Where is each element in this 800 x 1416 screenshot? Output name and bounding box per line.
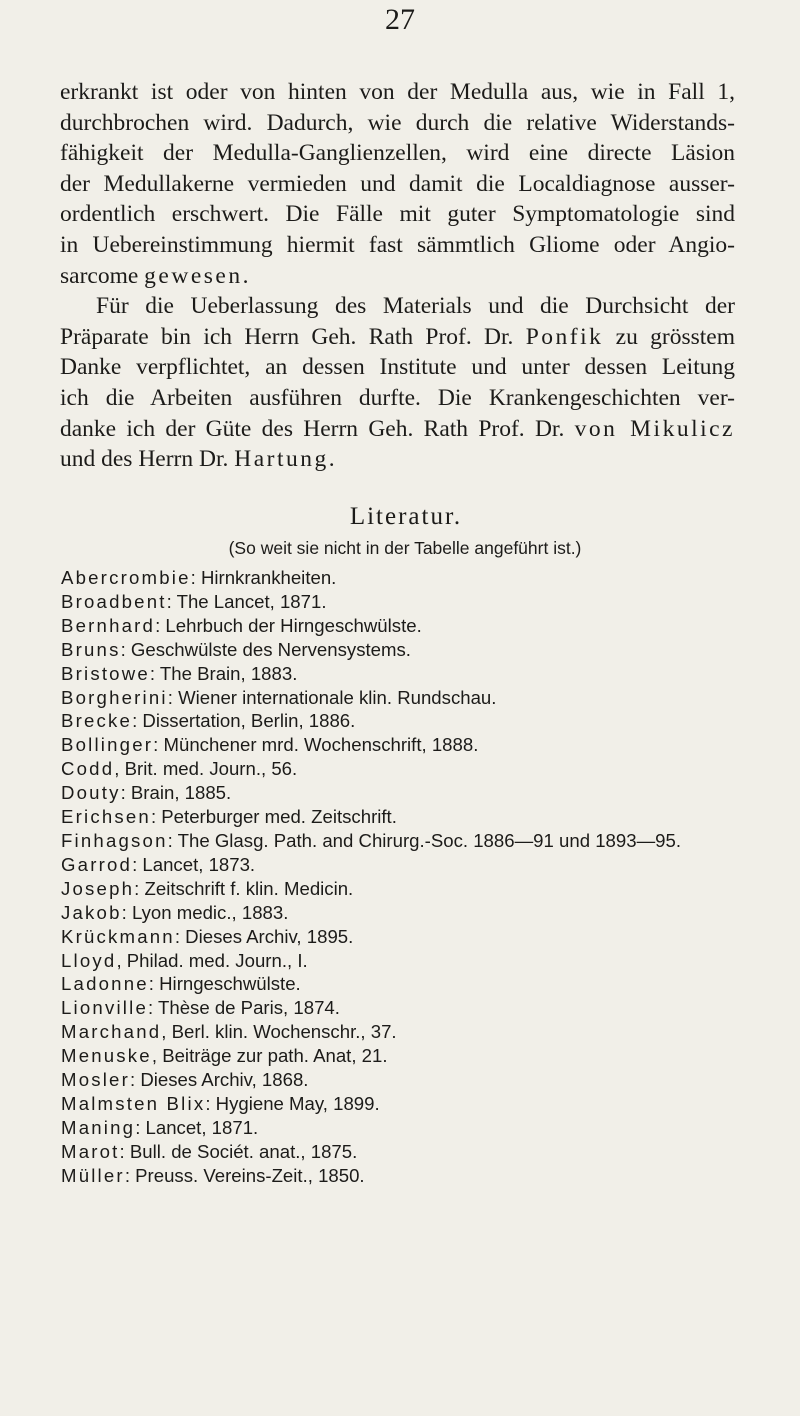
page-number: 27 (385, 3, 415, 36)
text-line (60, 444, 735, 475)
reference-item (61, 972, 781, 996)
reference-author: Maning (61, 1116, 136, 1138)
text-line (60, 138, 735, 169)
reference-item (61, 853, 781, 877)
reference-item (61, 1092, 781, 1116)
literature-subheading: (So weit sie nicht in der Tabelle angeführt ist.) (228, 538, 582, 558)
reference-item (61, 1068, 781, 1092)
reference-item (61, 901, 781, 925)
reference-source: : Hirngeschwülste. (148, 973, 301, 995)
reference-source: , Beiträge zur path. Anat, 21. (151, 1045, 388, 1067)
reference-item (61, 662, 781, 686)
reference-source: : Wiener internationale klin. Rundschau. (167, 686, 497, 708)
text-segment: durchbrochen wird. Dadurch, wie durch die relative Widerstands- (60, 109, 735, 136)
reference-author: Lloyd (61, 949, 117, 971)
reference-source: : The Brain, 1883. (149, 662, 298, 684)
reference-author: Bristowe (61, 662, 150, 684)
reference-source: : Lehrbuch der Hirngeschwülste. (155, 614, 422, 636)
reference-source: : Münchener mrd. Wochenschrift, 1888. (153, 734, 479, 756)
literature-heading: Literatur. (349, 503, 463, 530)
text-line (60, 169, 735, 200)
reference-source: : The Glasg. Path. and Chirurg.-Soc. 1886—91 und 1893—95. (167, 829, 682, 851)
spaced-name: Ponfik (525, 323, 604, 350)
text-segment: Für die Ueberlassung des Materials und die Durchsicht der (96, 293, 735, 320)
reference-author: Lionville (61, 997, 148, 1019)
reference-item (61, 757, 781, 781)
text-line (60, 230, 735, 261)
reference-author: Erichsen (61, 806, 151, 828)
reference-source: : Thèse de Paris, 1874. (148, 997, 340, 1019)
reference-item (61, 877, 781, 901)
reference-author: Menuske (61, 1045, 152, 1067)
reference-author: Broadbent (61, 590, 167, 612)
reference-item (61, 805, 781, 829)
reference-item (61, 590, 781, 614)
reference-author: Müller (61, 1164, 125, 1186)
reference-source: : Bull. de Sociét. anat., 1875. (119, 1140, 358, 1162)
reference-source: : Dieses Archiv, 1868. (130, 1069, 309, 1091)
reference-source: : Lancet, 1871. (135, 1116, 259, 1138)
reference-source: : The Lancet, 1871. (166, 590, 327, 612)
reference-item (61, 949, 781, 973)
text-line (60, 199, 735, 230)
text-segment: fähigkeit der Medulla-Ganglienzellen, wird eine directe Läsion (60, 140, 735, 167)
text-line (60, 414, 735, 445)
reference-item (61, 686, 781, 710)
reference-author: Bruns (61, 638, 121, 660)
reference-author: Marchand (61, 1021, 162, 1043)
text-segment: sarcome (60, 262, 145, 289)
reference-item (61, 566, 781, 590)
text-segment: und des Herrn Dr. (60, 446, 235, 473)
reference-source: : Geschwülste des Nervensystems. (120, 638, 411, 660)
reference-source: : Brain, 1885. (120, 782, 232, 804)
reference-source: , Berl. klin. Wochenschr., 37. (161, 1021, 397, 1043)
text-segment: in Uebereinstimmung hiermit fast sämmtlich Gliome oder Angio- (60, 231, 735, 258)
reference-source: , Philad. med. Journ., I. (116, 949, 308, 971)
text-segment: ich die Arbeiten ausführen durfte. Die Krankengeschichten ver- (60, 384, 735, 411)
reference-source: : Lancet, 1873. (132, 853, 256, 875)
reference-item (61, 1116, 781, 1140)
text-segment: Präparate bin ich Herrn Geh. Rath Prof. Dr. (60, 323, 526, 350)
reference-source: : Hirnkrankheiten. (190, 567, 337, 588)
reference-author: Abercrombie (61, 567, 191, 588)
spaced-name: gewesen. (144, 262, 251, 289)
text-segment: erkrankt ist oder von hinten von der Medulla aus, wie in Fall 1, (60, 79, 735, 105)
body-text (60, 77, 735, 475)
reference-author: Garrod (61, 853, 133, 875)
text-segment: danke ich der Güte des Herrn Geh. Rath Prof. Dr. (60, 415, 575, 442)
reference-item (61, 1140, 781, 1164)
reference-source: , Brit. med. Journ., 56. (114, 758, 298, 780)
reference-author: Finhagson (61, 829, 168, 851)
reference-source: : Lyon medic., 1883. (121, 901, 289, 923)
reference-item (61, 709, 781, 733)
reference-source: : Dissertation, Berlin, 1886. (132, 710, 356, 732)
paragraph (60, 291, 735, 475)
text-line (60, 261, 735, 292)
reference-author: Douty (61, 782, 121, 804)
reference-item (61, 1164, 781, 1188)
reference-item (61, 925, 781, 949)
reference-author: Jakob (61, 901, 122, 923)
text-line (60, 383, 735, 414)
text-line (60, 108, 735, 139)
text-segment: Danke verpflichtet, an dessen Institute und unter dessen Leitung (60, 354, 735, 381)
text-line (60, 352, 735, 383)
reference-author: Codd (61, 758, 115, 780)
reference-author: Mosler (61, 1069, 130, 1091)
reference-source: : Peterburger med. Zeitschrift. (150, 806, 397, 828)
reference-item (61, 638, 781, 662)
reference-source: : Dieses Archiv, 1895. (174, 925, 354, 947)
text-line (60, 322, 735, 353)
reference-author: Malmsten Blix (61, 1092, 206, 1114)
text-segment: zu grösstem (603, 323, 735, 350)
reference-source: : Hygiene May, 1899. (205, 1092, 380, 1114)
reference-item (61, 1044, 781, 1068)
reference-item (61, 996, 781, 1020)
text-line (60, 291, 735, 322)
paragraph (60, 77, 735, 291)
text-segment: ordentlich erschwert. Die Fälle mit guter Symptomatologie sind (60, 201, 735, 228)
reference-author: Borgherini (61, 686, 168, 708)
reference-author: Ladonne (61, 973, 149, 995)
reference-author: Bernhard (61, 614, 156, 636)
reference-author: Krückmann (61, 925, 175, 947)
reference-list (61, 566, 781, 1188)
text-line (60, 77, 735, 108)
reference-item (61, 733, 781, 757)
reference-author: Brecke (61, 710, 133, 732)
spaced-name: von Mikulicz (574, 415, 735, 442)
spaced-name: Hartung (234, 446, 329, 473)
reference-author: Marot (61, 1140, 120, 1162)
reference-item (61, 829, 781, 853)
reference-author: Bollinger (61, 734, 154, 756)
reference-item (61, 1020, 781, 1044)
text-segment: der Medullakerne vermieden und damit die Localdiagnose ausser- (60, 170, 735, 197)
reference-source: : Zeitschrift f. klin. Medicin. (134, 877, 354, 899)
reference-item (61, 614, 781, 638)
reference-item (61, 781, 781, 805)
reference-author: Joseph (61, 877, 135, 899)
text-segment: . (328, 446, 335, 473)
reference-source: : Preuss. Vereins-Zeit., 1850. (124, 1164, 365, 1186)
